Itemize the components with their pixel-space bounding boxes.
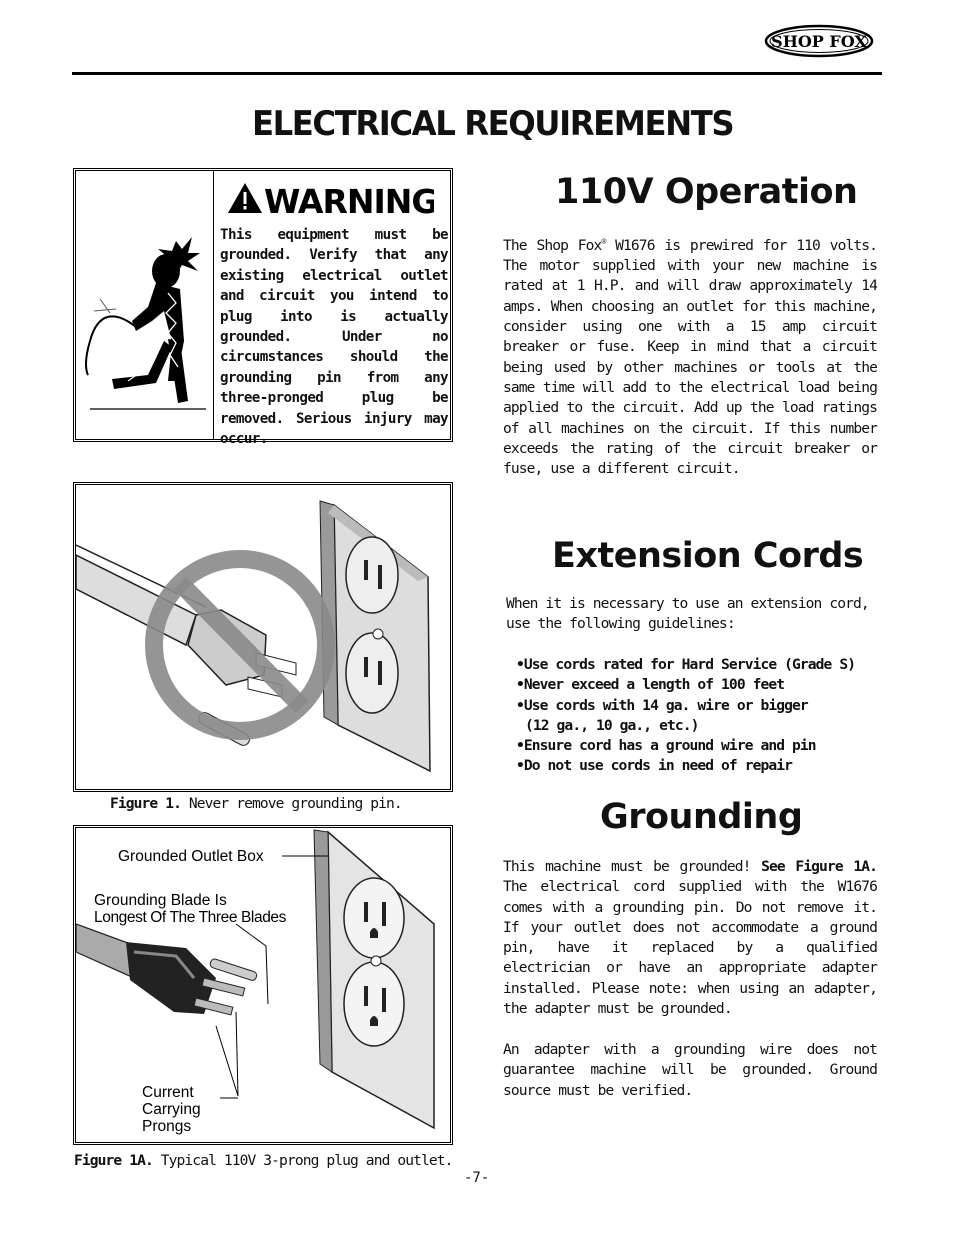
operation-text [503, 232, 877, 479]
warning-heading [224, 179, 434, 223]
page-number: -7- [464, 1170, 490, 1186]
logo-text: SHOP FOX [771, 32, 867, 51]
shop-fox-logo [764, 24, 874, 58]
figure-1-caption [110, 795, 402, 812]
operation-brand: The Shop Fox [503, 236, 602, 254]
callout-grounding-blade-line2: Longest Of The Three Blades [94, 909, 286, 926]
operation-heading: 110V Operation [555, 172, 858, 212]
callout-prongs-line2: Carrying [142, 1101, 201, 1118]
list-item: •Do not use cords in need of repair [516, 757, 793, 775]
figure-1 [73, 482, 453, 792]
operation-body: W1676 is prewired for 110 volts. The motor supplied with your new machine is rated at 1 H.P. and will draw approximately 14 amps. When choosing an outlet for this machine, consider using one with a 15 amp circuit breaker or fuse. Keep in mind that a circuit being used by other machines or tools at the same time will add to the electrical load being applied to the circuit. Add up the load ratings of all machines on the circuit. If this number exceeds the rating of the circuit breaker or fuse, use a different circuit. [503, 236, 877, 478]
figure-1-caption-text: Never remove grounding pin. [180, 795, 402, 812]
list-item: (12 ga., 10 ga., etc.) [525, 716, 699, 734]
extension-heading: Extension Cords [552, 536, 864, 576]
grounding-paragraph-1 [503, 857, 877, 1019]
figure-1-label: Figure 1. [110, 795, 181, 812]
grounding-figure-ref: See Figure 1A. [761, 858, 877, 875]
list-item: •Never exceed a length of 100 feet [516, 676, 785, 694]
warning-text: This equipment must be grounded. Verify that any existing electrical outlet and circuit you intend to plug into is actually grounded. Under no circumstances should the grounding pin from any three-pronged plug be removed. Serious injury may occur. [220, 227, 448, 448]
figure-1a [73, 825, 453, 1145]
callout-prongs-line3: Prongs [142, 1118, 192, 1135]
registered-mark: ® [601, 237, 606, 246]
warning-box [73, 168, 453, 448]
header-rule [72, 72, 882, 75]
figure-1a-caption-text: Typical 110V 3-prong plug and outlet. [152, 1152, 453, 1169]
list-item: •Use cords rated for Hard Service (Grade S) [516, 656, 856, 673]
callout-prongs-line1: Current [142, 1084, 194, 1101]
figure-1a-caption [74, 1152, 453, 1169]
grounding-heading: Grounding [600, 797, 803, 837]
grounding-paragraph-2: An adapter with a grounding wire does not guarantee machine will be grounded. Ground source must be verified. [503, 1041, 877, 1099]
shock-illustration [76, 171, 214, 439]
grounding-p1-c: The electrical cord supplied with the W1676 comes with a grounding pin. Do not remove it. If your outlet does not accommodate a ground pin, have it replaced by a qualified electrician or have an appropriate adapter installed. Please note: when using an adapter, the adapter must be grounded. [503, 878, 877, 1018]
grounding-p1-a: This machine must be grounded! [503, 858, 762, 875]
figure-1a-label: Figure 1A. [74, 1152, 153, 1169]
warning-heading-text: WARNING [264, 182, 434, 219]
callout-grounded-outlet-box: Grounded Outlet Box [118, 848, 264, 865]
page-title: ELECTRICAL REQUIREMENTS [252, 104, 734, 144]
extension-intro: When it is necessary to use an extension cord, use the following guidelines: [506, 595, 869, 633]
extension-guidelines [516, 655, 886, 777]
callout-grounding-blade-line1: Grounding Blade Is [94, 892, 227, 909]
list-item: •Use cords with 14 ga. wire or bigger [516, 696, 808, 714]
list-item: •Ensure cord has a ground wire and pin [516, 737, 816, 755]
